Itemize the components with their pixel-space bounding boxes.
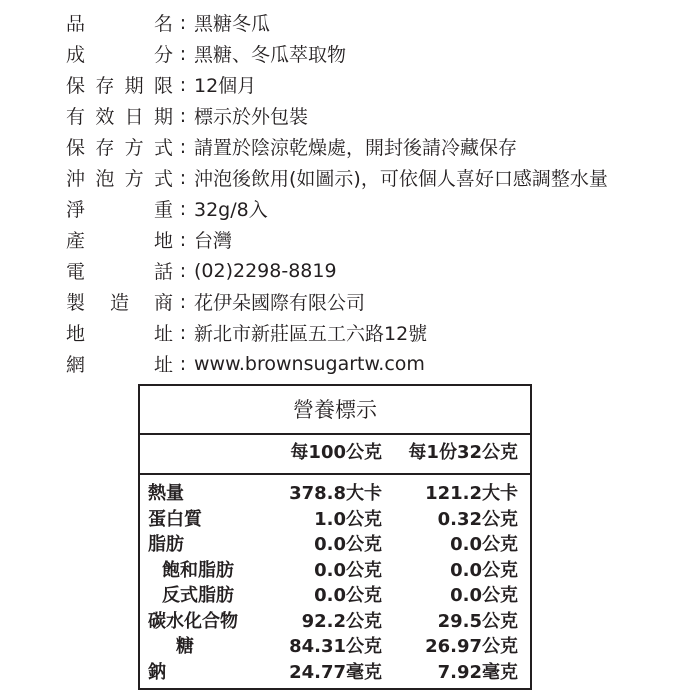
info-label-char: 式 — [153, 137, 173, 159]
column-header-per-100g: 每100公克 — [290, 442, 382, 463]
info-value: www.brownsugartw.com — [194, 352, 425, 375]
info-label-char: 保 — [66, 137, 86, 159]
info-label-char: 淨 — [66, 199, 86, 221]
value-per-serving: 0.0公克 — [450, 559, 518, 581]
divider — [140, 433, 530, 435]
info-colon: : — [179, 290, 187, 313]
info-label-char: 網 — [66, 354, 86, 376]
info-label-char: 商 — [153, 292, 173, 314]
info-colon: : — [179, 259, 187, 282]
info-label — [66, 40, 173, 67]
info-label-char: 址 — [153, 354, 173, 376]
info-colon: : — [179, 228, 187, 251]
info-row-ingredients — [66, 38, 696, 69]
value-per-serving: 26.97公克 — [425, 636, 518, 657]
nutrition-row-energy — [140, 481, 530, 507]
info-value: 12個月 — [194, 75, 257, 97]
info-label-char: 限 — [153, 75, 173, 97]
info-label — [66, 9, 173, 36]
nutrient-name: 碳水化合物 — [148, 610, 238, 632]
info-value: (02)2298-8819 — [194, 259, 337, 282]
info-value: 請置於陰涼乾燥處，開封後請冷藏保存 — [194, 137, 518, 159]
value-per-100g: 0.0公克 — [314, 585, 382, 606]
value-per-serving: 7.92毫克 — [437, 661, 518, 683]
info-colon: : — [179, 135, 187, 158]
nutrient-name: 脂肪 — [148, 534, 184, 555]
nutrient-name: 鈉 — [148, 661, 166, 683]
value-per-100g: 84.31公克 — [289, 636, 382, 657]
info-value: 台灣 — [194, 230, 233, 252]
value-per-serving: 0.0公克 — [450, 585, 518, 606]
info-colon: : — [179, 104, 187, 127]
info-label-char: 存 — [95, 75, 115, 97]
info-value: 沖泡後飲用(如圖示)，可依個人喜好口感調整水量 — [194, 168, 608, 190]
value-per-100g: 0.0公克 — [314, 559, 382, 581]
value-per-100g: 92.2公克 — [301, 610, 382, 632]
info-row-manufacturer — [66, 286, 696, 317]
info-label-char: 重 — [153, 199, 173, 221]
value-per-serving: 0.0公克 — [450, 534, 518, 555]
nutrient-name: 蛋白質 — [148, 508, 202, 530]
info-colon: : — [179, 321, 187, 344]
nutrient-name: 熱量 — [148, 483, 184, 504]
nutrition-row-saturated-fat — [140, 558, 530, 584]
nutrition-row-sodium — [140, 660, 530, 686]
column-header-per-serving: 每1份32公克 — [408, 442, 518, 463]
info-label-char: 地 — [153, 230, 173, 252]
info-row-brewing — [66, 162, 696, 193]
info-label-char: 方 — [124, 137, 144, 159]
nutrition-row-trans-fat — [140, 583, 530, 609]
info-label-char: 址 — [153, 323, 173, 345]
value-per-serving: 0.32公克 — [437, 508, 518, 530]
info-colon: : — [179, 197, 187, 220]
product-info-list — [66, 7, 696, 379]
info-label-char: 效 — [95, 106, 115, 128]
info-label-char: 電 — [66, 261, 86, 283]
info-label-char: 成 — [66, 44, 86, 66]
value-per-100g: 0.0公克 — [314, 534, 382, 555]
info-label-char: 產 — [66, 230, 86, 252]
info-label-char: 品 — [66, 13, 86, 35]
info-colon: : — [179, 352, 187, 375]
info-value: 黑糖冬瓜 — [194, 13, 271, 35]
nutrient-name: 飽和脂肪 — [162, 559, 234, 581]
value-per-100g: 24.77毫克 — [289, 661, 382, 683]
info-label-char: 分 — [153, 44, 173, 66]
info-row-address — [66, 317, 696, 348]
info-colon: : — [179, 73, 187, 96]
value-per-100g: 1.0公克 — [314, 508, 382, 530]
divider — [140, 473, 530, 475]
info-row-net-weight — [66, 193, 696, 224]
info-label-char: 日 — [124, 106, 144, 128]
info-row-expiry — [66, 100, 696, 131]
info-label — [66, 164, 173, 191]
info-value: 32g/8入 — [194, 199, 268, 221]
info-label-char: 式 — [153, 168, 173, 190]
info-row-phone — [66, 255, 696, 286]
info-row-website — [66, 348, 696, 379]
nutrition-row-fat — [140, 532, 530, 558]
info-row-shelf-life — [66, 69, 696, 100]
info-row-product-name — [66, 7, 696, 38]
value-per-serving: 121.2大卡 — [425, 483, 518, 504]
info-label-char: 話 — [153, 261, 173, 283]
info-label-char: 地 — [66, 323, 86, 345]
nutrition-row-carbohydrate — [140, 609, 530, 635]
value-per-100g: 378.8大卡 — [289, 483, 382, 504]
info-label-char: 造 — [109, 292, 129, 314]
nutrition-rows — [140, 481, 530, 685]
info-row-storage — [66, 131, 696, 162]
info-label-char: 沖 — [66, 168, 86, 190]
info-label — [66, 319, 173, 346]
info-label — [66, 71, 173, 98]
nutrient-name: 糖 — [176, 636, 194, 657]
info-label — [66, 350, 173, 377]
info-label — [66, 257, 173, 284]
info-colon: : — [179, 11, 187, 34]
info-label — [66, 195, 173, 222]
nutrition-row-protein — [140, 507, 530, 533]
info-colon: : — [179, 42, 187, 65]
info-label-char: 泡 — [95, 168, 115, 190]
info-value: 黑糖、冬瓜萃取物 — [194, 44, 347, 66]
info-label-char: 方 — [124, 168, 144, 190]
info-label-char: 期 — [153, 106, 173, 128]
info-row-origin — [66, 224, 696, 255]
info-label-char: 存 — [95, 137, 115, 159]
info-value: 新北市新莊區五工六路12號 — [194, 323, 428, 345]
info-label-char: 有 — [66, 106, 86, 128]
info-label — [66, 102, 173, 129]
info-label-char: 製 — [66, 292, 86, 314]
nutrition-row-sugar — [140, 634, 530, 660]
value-per-serving: 29.5公克 — [437, 610, 518, 632]
info-label-char: 名 — [153, 13, 173, 35]
info-label — [66, 133, 173, 160]
info-label-char: 期 — [124, 75, 144, 97]
nutrition-title: 營養標示 — [293, 398, 377, 422]
info-label — [66, 288, 173, 315]
info-colon: : — [179, 166, 187, 189]
info-value: 花伊朵國際有限公司 — [194, 292, 366, 314]
info-value: 標示於外包裝 — [194, 106, 309, 128]
nutrition-facts-panel — [138, 384, 532, 690]
info-label — [66, 226, 173, 253]
info-label-char: 保 — [66, 75, 86, 97]
nutrient-name: 反式脂肪 — [162, 585, 234, 606]
